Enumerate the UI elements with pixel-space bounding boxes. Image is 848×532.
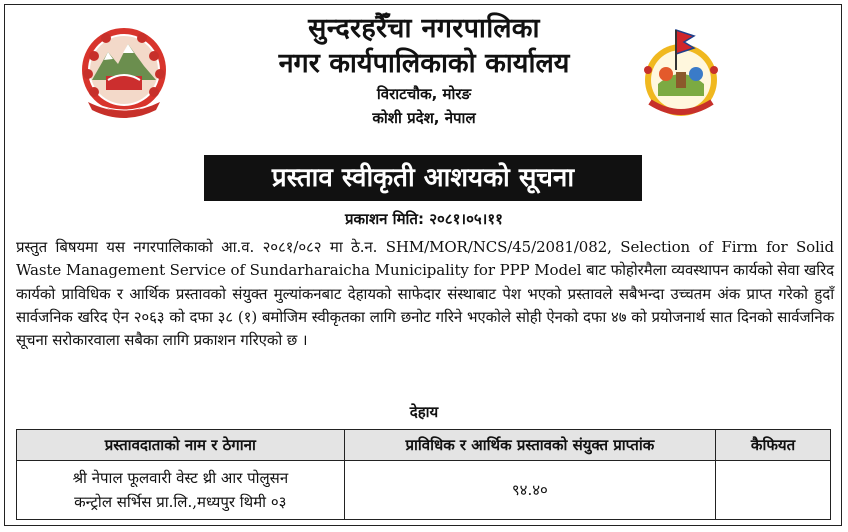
office-province: कोशी प्रदेश, नेपाल (372, 109, 476, 127)
column-header-remarks: कैफियत (716, 430, 831, 461)
office-location: विराटचौक, मोरङ (376, 85, 472, 103)
bidder-cell (17, 461, 345, 520)
table-header-row (17, 430, 831, 461)
remarks-cell (716, 461, 831, 520)
notice-title: प्रस्ताव स्वीकृती आशयको सूचना (204, 155, 642, 201)
municipality-name: सुन्दरहरैँचा नगरपालिका (308, 13, 540, 44)
office-name: नगर कार्यपालिकाको कार्यालय (278, 48, 570, 79)
score-cell: ९४.४० (344, 461, 715, 520)
bidder-name-line2: कन्ट्रोल सर्भिस प्रा.लि.,मध्यपुर थिमी ०३ (74, 493, 287, 511)
table-row (17, 461, 831, 520)
publish-date: प्रकाशन मिति: २०८१।०५।११ (345, 210, 503, 228)
dehaya-heading: देहाय (409, 403, 439, 421)
bidder-name-line1: श्री नेपाल फूलवारी वेस्ट थ्री आर पोलुसन (72, 469, 289, 487)
notice-body: प्रस्तुत बिषयमा यस नगरपालिकाको आ.व. २०८१/०८२ मा ठे.न. SHM/MOR/NCS/45/2081/082, Selection of Firm for Solid Waste Management Service of Sundarharaicha Municipality for PPP Model बाट फोहोरमैला व्यवस्थापन कार्यको सेवा खरिद कार्यको प्राविधिक र आर्थिक प्रस्तावको संयुक्त मुल्यांकनबाट देहायको साफेदार संस्थाबाट पेश भएको प्रस्तावले सबैभन्दा उच्चतम अंक प्राप्त गरेको हुदाँ सार्वजनिक खरिद ऐन २०६३ को दफा ३८ (१) बमोजिम स्वीकृतका लागि छनोट गरिने भएकोले सोही ऐनको दफा ४७ को प्रयोजनार्थ सात दिनको सार्वजनिक सूचना सरोकारवाला सबैका लागि प्रकाशन गरिएको छ । (16, 238, 834, 350)
column-header-score: प्राविधिक र आर्थिक प्रस्तावको संयुक्त प्राप्तांक (344, 430, 715, 461)
bidder-table (16, 429, 831, 520)
office-header (0, 12, 848, 130)
column-header-bidder: प्रस्तावदाताको नाम र ठेगाना (17, 430, 345, 461)
